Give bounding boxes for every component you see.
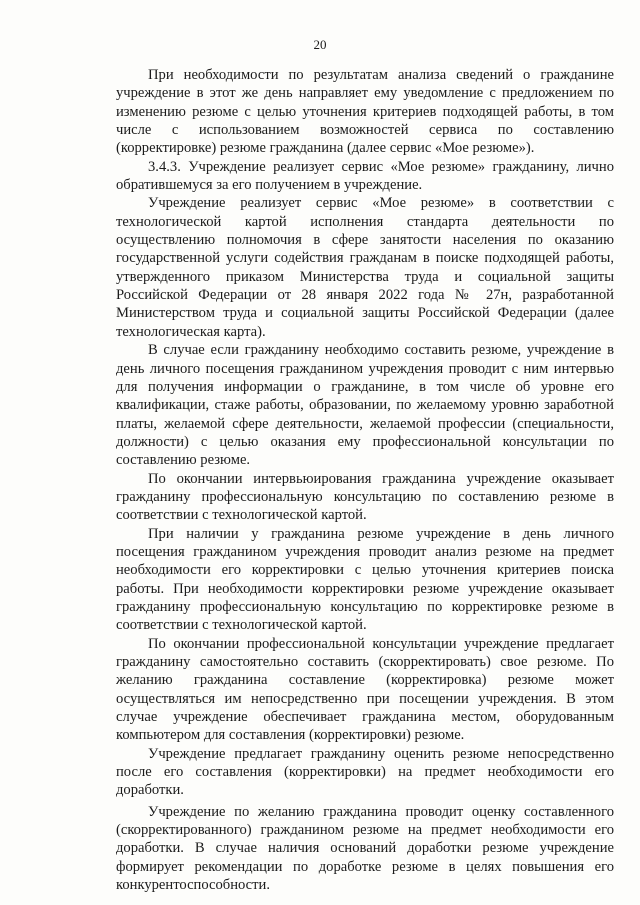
paragraph-technological-card: Учреждение реализует сервис «Мое резюме» в соответствии с технологической картой исполнения стандарта деятельности по осуществлению полномочия в сфере занятости населения по оказанию государственной услуги содействия гражданам в поиске подходящей работы, утвержденного приказом Министерства труда и социальной защиты Российской Федерации от 28 января 2022 года № 27н, разработанной Министерством труда и социальной защиты Российской Федерации (далее технологическая карта). (116, 195, 614, 340)
paragraph-evaluate-offer: Учреждение предлагает гражданину оценить резюме непосредственно после его составления (корректировки) на предмет необходимости его доработки. (116, 745, 614, 799)
page-number: 20 (313, 37, 327, 52)
paragraph-consultation-compose: По окончании интервьюирования гражданина учреждение оказывает гражданину профессиональную консультацию по составлению резюме в соответствии с технологической картой. (116, 470, 614, 524)
paragraph-interview: В случае если гражданину необходимо составить резюме, учреждение в день личного посещения гражданином учреждения проводит с ним интервью для получения информации о гражданине, в том числе об уровне его квалификации, стаже работы, образовании, по желаемому уровню заработной платы, желаемой сфере деятельности, желаемой профессии (специальности, должности) с целью оказания ему профессиональной консультации по составлению резюме. (116, 342, 614, 469)
paragraph-section-3-4-3: 3.4.3. Учреждение реализует сервис «Мое резюме» гражданину, лично обратившемуся за его получением в учреждение. (116, 158, 614, 194)
document-body (116, 66, 614, 894)
paragraph-resume-analysis: При наличии у гражданина резюме учреждение в день личного посещения гражданином учреждения проводит анализ резюме на предмет необходимости его корректировки с целью уточнения критериев поиска работы. При необходимости корректировки резюме учреждение оказывает гражданину профессиональную консультацию по корректировке резюме в соответствии с технологической картой. (116, 525, 614, 634)
paragraph-self-compose: По окончании профессиональной консультации учреждение предлагает гражданину самостоятельно составить (скорректировать) свое резюме. По желанию гражданина составление (корректировка) резюме может осуществляться им непосредственно при посещении учреждения. В этом случае учреждение обеспечивает гражданина местом, оборудованным компьютером для составления (корректировки) резюме. (116, 635, 614, 744)
paragraph-notification: При необходимости по результатам анализа сведений о гражданине учреждение в этот же день направляет ему уведомление с предложением по изменению резюме с целью уточнения критериев подходящей работы, в том числе с использованием возможностей сервиса по составлению (корректировке) резюме гражданина (далее сервис «Мое резюме»). (116, 67, 614, 157)
paragraph-evaluation: Учреждение по желанию гражданина проводит оценку составленного (скорректированного) гражданином резюме на предмет необходимости его доработки. В случае наличия оснований доработки резюме учреждение формирует рекомендации по доработке резюме в целях повышения его конкурентоспособности. (116, 803, 614, 894)
